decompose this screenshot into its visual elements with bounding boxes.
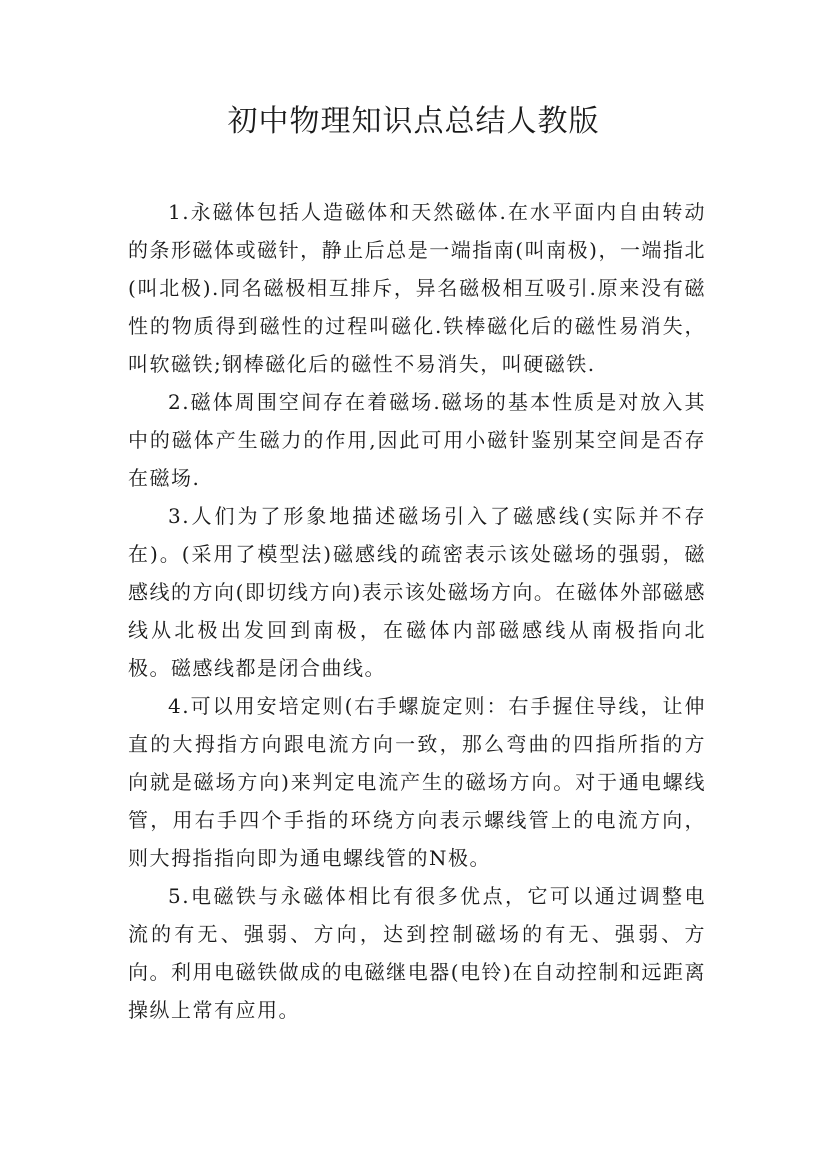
paragraph-1: 1.永磁体包括人造磁体和天然磁体.在水平面内自由转动的条形磁体或磁针，静止后总是一端指南(叫南极)，一端指北(叫北极).同名磁极相互排斥，异名磁极相互吸引.原来没有磁性的物质得到磁性的过程叫磁化.铁棒磁化后的磁性易消失，叫软磁铁;钢棒磁化后的磁性不易消失，叫硬磁铁. bbox=[128, 200, 706, 376]
document-body bbox=[128, 193, 706, 1029]
paragraph-3: 3.人们为了形象地描述磁场引入了磁感线(实际并不存在)。(采用了模型法)磁感线的疏密表示该处磁场的强弱，磁感线的方向(即切线方向)表示该处磁场方向。在磁体外部磁感线从北极出发回到南极，在磁体内部磁感线从南极指向北极。磁感线都是闭合曲线。 bbox=[128, 504, 706, 680]
paragraph-4: 4.可以用安培定则(右手螺旋定则：右手握住导线，让伸直的大拇指方向跟电流方向一致，那么弯曲的四指所指的方向就是磁场方向)来判定电流产生的磁场方向。对于通电螺线管，用右手四个手指的环绕方向表示螺线管上的电流方向，则大拇指指向即为通电螺线管的N极。 bbox=[128, 694, 706, 870]
paragraph-2: 2.磁体周围空间存在着磁场.磁场的基本性质是对放入其中的磁体产生磁力的作用,因此可用小磁针鉴别某空间是否存在磁场. bbox=[128, 390, 706, 490]
paragraph-5: 5.电磁铁与永磁体相比有很多优点，它可以通过调整电流的有无、强弱、方向，达到控制磁场的有无、强弱、方向。利用电磁铁做成的电磁继电器(电铃)在自动控制和远距离操纵上常有应用。 bbox=[128, 884, 706, 1022]
page-title: 初中物理知识点总结人教版 bbox=[227, 104, 600, 139]
